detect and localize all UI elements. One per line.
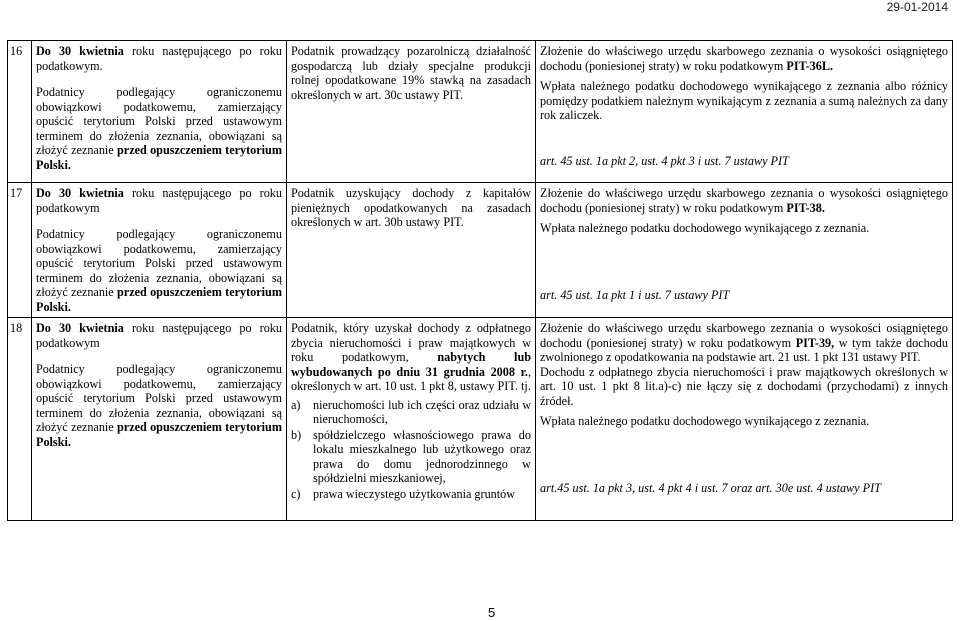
tax-deadlines-table [7,40,953,521]
page-number: 5 [488,605,496,620]
payment-text: Wpłata należnego podatku dochodowego wynikającego z zeznania. [540,221,870,235]
taxpayer-note-bold: przed opuszczeniem terytorium Polski. [36,285,282,314]
taxpayer-note: Podatnicy podlegający ograniczonemu obowiązkowi podatkowemu, zamierzający opuścić terytorium Polski przed ustawowym terminem do złożenia zeznania, obowiązani są złożyć zeznanie [36,227,282,299]
taxpayer-description: Podatnik, który uzyskał dochody z odpłatnego zbycia nieruchomości i praw majątkowych w roku podatkowym, [291,321,531,364]
form-name: PIT-36L. [786,58,834,73]
obligation-text: Złożenie do właściwego urzędu skarbowego zeznania o wysokości osiągniętego dochodu (poniesionej straty) w roku podatkowym [540,44,948,73]
legal-reference: art.45 ust. 1a pkt 3, ust. 4 pkt 4 i ust. 7 oraz art. 30e ust. 4 ustawy PIT [540,480,881,495]
payment-text: Wpłata należnego podatku dochodowego wynikającego z zeznania. [540,414,870,428]
list-item-label: c) [291,486,301,501]
obligation-cell [536,183,953,318]
income-note: Dochodu z odpłatnego zbycia nieruchomości i praw majątkowych określonych w art. 10 ust. 1 pkt 8 lit.a)-c) nie łączy się z dochodami (przychodami) z innych źródeł. [540,364,948,408]
form-name: PIT-39, [795,335,835,350]
taxpayer-description-rest: , określonych w art. 10 ust. 1 pkt 8, ustawy PIT. tj. [291,364,531,393]
obligation-text: Złożenie do właściwego urzędu skarbowego zeznania o wysokości osiągniętego dochodu (poniesionej straty) w roku podatkowym [540,321,948,350]
list-item [291,398,531,427]
legal-reference: art. 45 ust. 1a pkt 1 i ust. 7 ustawy PIT [540,287,730,302]
acquisition-date-bold: nabytych lub wybudowanych po dniu 31 grudnia 2008 r. [291,350,531,379]
taxpayer-cell [287,41,536,183]
obligation-cell [536,41,953,183]
taxpayer-description: Podatnik uzyskujący dochody z kapitałów pieniężnych opodatkowanych na zasadach określonych w art. 30b ustawy PIT. [291,186,531,229]
obligation-text: Złożenie do właściwego urzędu skarbowego zeznania o wysokości osiągniętego dochodu (poniesionej straty) w roku podatkowym [540,186,948,215]
table-row [8,183,953,318]
deadline-bold: Do 30 kwietnia [36,321,124,335]
taxpayer-note: Podatnicy podlegający ograniczonemu obowiązkowi podatkowemu, zamierzający opuścić terytorium Polski przed ustawowym terminem do złożenia zeznania, obowiązani są złożyć zeznanie [36,85,282,157]
taxpayer-note: Podatnicy podlegający ograniczonemu obowiązkowi podatkowemu, zamierzający opuścić terytorium Polski przed ustawowym terminem do złożenia zeznania, obowiązani są złożyć zeznanie [36,362,282,434]
deadline-cell [32,41,287,183]
taxpayer-note-bold: przed opuszczeniem terytorium Polski. [36,420,282,449]
list-item [291,428,531,486]
obligation-text-rest: w tym także dochodu zwolnionego z opodatkowania na podstawie art. 21 ust. 1 pkt 131 ustawy PIT. [540,335,948,364]
list-item-text: prawa wieczystego użytkowania gruntów [313,486,516,501]
deadline-bold: Do 30 kwietnia [36,44,124,58]
deadline-cell [32,318,287,521]
taxpayer-note-bold: przed opuszczeniem terytorium Polski. [36,143,282,172]
list-item [291,487,531,502]
obligation-cell [536,318,953,521]
row-number: 18 [8,318,32,521]
deadline-text: roku następującego po roku podatkowym [36,186,282,215]
taxpayer-cell [287,183,536,318]
form-name: PIT-38. [786,200,825,215]
taxpayer-cell [287,318,536,521]
deadline-text: roku następującego po roku podatkowym [36,321,282,350]
list-item-text: spółdzielczego własnościowego prawa do lokalu mieszkalnego lub użytkowego oraz prawa do domu jednorodzinnego w spółdzielni mieszkaniowej, [313,427,531,485]
header-date: 29-01-2014 [886,0,948,14]
payment-text: Wpłata należnego podatku dochodowego wynikającego z zeznania albo różnicy pomiędzy podatkiem należnym wynikającym z zeznania a sumą należnych za dany rok zaliczek. [540,79,948,122]
table-row [8,41,953,183]
row-number: 17 [8,183,32,318]
table-row [8,318,953,521]
deadline-text: roku następującego po roku podatkowym. [36,44,282,73]
deadline-bold: Do 30 kwietnia [36,186,124,200]
taxpayer-description: Podatnik prowadzący pozarolniczą działalność gospodarczą lub działy specjalne produkcji rolnej opodatkowane 19% stawką na zasadach określonych w art. 30c ustawy PIT. [291,44,531,102]
row-number: 16 [8,41,32,183]
legal-reference: art. 45 ust. 1a pkt 2, ust. 4 pkt 3 i ust. 7 ustawy PIT [540,153,789,168]
list-item-label: a) [291,397,301,412]
property-rights-list [291,398,531,502]
list-item-text: nieruchomości lub ich części oraz udziału w nieruchomości, [313,397,531,426]
deadline-cell [32,183,287,318]
list-item-label: b) [291,427,302,442]
